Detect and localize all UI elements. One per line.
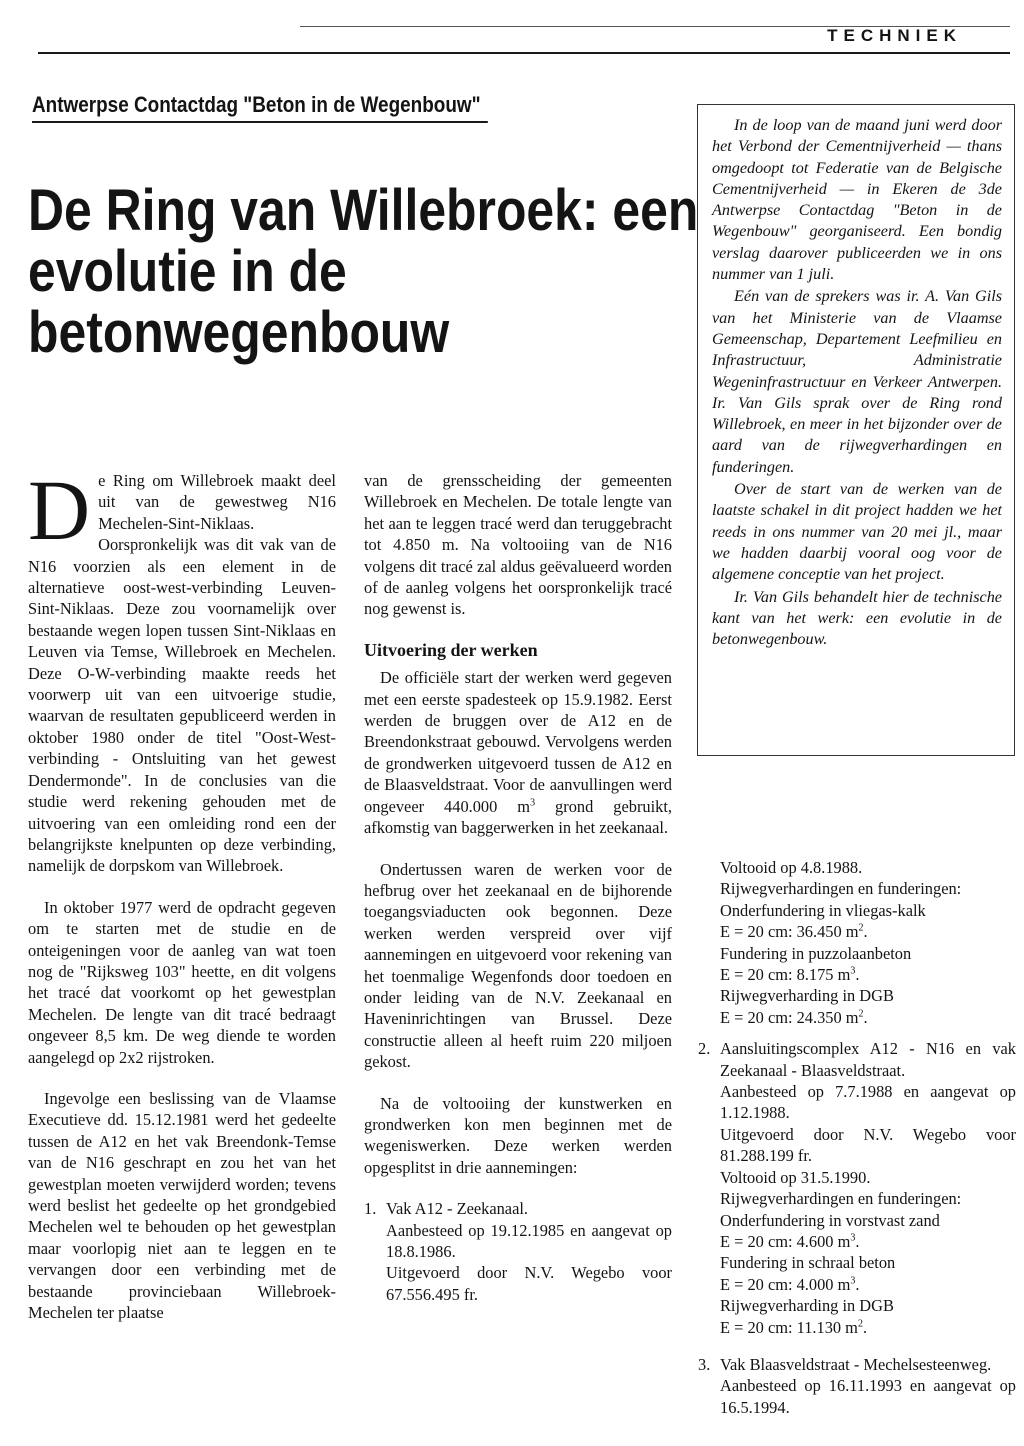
superscript: 3 xyxy=(530,797,536,809)
spec-label: Fundering in schraal beton xyxy=(720,1253,896,1273)
completion-date: Voltooid op 31.5.1990. xyxy=(720,1167,871,1187)
tender-date: Aanbesteed op 7.7.1988 en aangevat op 1.12.1988. xyxy=(720,1082,1016,1123)
headline-line-3: betonwegenbouw xyxy=(28,300,450,365)
spec-label: Fundering in puzzolaanbeton xyxy=(720,943,912,963)
headline xyxy=(28,178,699,365)
list-item-line: Aanbesteed op 19.12.1985 en aangevat op 18.8.1986. xyxy=(386,1220,672,1261)
intro-paragraph: In de loop van de maand juni werd door het Verbond der Cementnijverheid — thans omgedoopt tot Federatie van de Belgische Cementnijverheid — in Ekeren de 3de Antwerpse Contactdag "Beton in de Wegenbouw" georganiseerd. Een bondig verslag daarover publiceerden we in ons nummer van 1 juli. xyxy=(712,116,1002,284)
section-label: TECHNIEK xyxy=(827,26,962,45)
spec-label: Onderfundering in vorstvast zand xyxy=(720,1210,940,1230)
body-paragraph-7: Na de voltooiing der kunstwerken en grondwerken kon men beginnen met de wegeniswerken. Deze werken werden opgesplitst in drie aannemingen: xyxy=(364,1093,672,1177)
spec-value-text: E = 20 cm: 36.450 m xyxy=(720,922,859,942)
superscript: 2 xyxy=(857,1318,863,1330)
spec-label: Onderfundering in vliegas-kalk xyxy=(720,900,926,920)
spec-value: E = 20 cm: 11.130 $m^2$. xyxy=(720,1317,868,1337)
spec-value-text: E = 20 cm: 24.350 m xyxy=(720,1007,859,1027)
intro-box xyxy=(697,104,1015,756)
spec-value-text: E = 20 cm: 4.600 m xyxy=(720,1231,851,1251)
superscript: 3 xyxy=(850,965,856,977)
list-item-title: Vak A12 - Zeekanaal. xyxy=(386,1199,528,1219)
intro-paragraph: Over de start van de werken van de laatste schakel in dit project hadden we het reeds in ons nummer van 20 mei jl., maar we hadden daarbij vooral oog voor de algemene conceptie van het project. xyxy=(712,480,1002,584)
superscript: 2 xyxy=(858,1008,864,1020)
article-column-2 xyxy=(364,470,672,1311)
spec-heading: Rijwegverhardingen en funderingen: xyxy=(720,1189,962,1209)
subheading: Uitvoering der werken xyxy=(364,639,538,660)
list-item-title: Vak Blaasveldstraat - Mechelsesteenweg. xyxy=(720,1354,992,1374)
spec-value: E = 20 cm: 24.350 $m^2$. xyxy=(720,1007,868,1027)
article-column-1 xyxy=(28,462,336,1343)
superscript: 2 xyxy=(858,922,864,934)
spec-value-text: E = 20 cm: 11.130 m xyxy=(720,1317,858,1337)
body-text: e Ring om Willebroek maakt deel uit van de gewestweg N16 Mechelen-Sint-Niklaas. Oorspronkelijk was dit vak van de N16 voorzien als een element in de alternatieve oost-west-verbinding Leuven-Sint-Niklaas. Deze zou voornamelijk over bestaande wegen lopen tussen Sint-Niklaas en Leuven via Temse, Willebroek en Mechelen. Deze O-W-verbinding maakte reeds het voorwerp uit van een uitvoerige studie, waarvan de resultaten gepubliceerd werden in oktober 1980 onder de titel "Oost-West-verbinding - Ontsluiting van het gewest Dendermonde". In de conclusies van die studie werd rekening gehouden met de uitvoering van een omleiding rond een der belangrijkste knelpunten op deze verbinding, namelijk de dorpskom van Willebroek. xyxy=(28,471,336,876)
body-paragraph-6: Ondertussen waren de werken voor de hefbrug over het zeekanaal en de bijhorende toegangsviaducten ook begonnen. Deze werken werden verspreid over vijf aannemingen en uitgevoerd voor rekening van het toenmalige Wegenfonds door toedoen en onder leiding van de N.V. Zeekanaal en Haveninrichtingen van Brussel. Deze constructie alleen al heeft ruim 220 miljoen gekost. xyxy=(364,859,672,1072)
article-column-3 xyxy=(698,857,1016,1424)
body-paragraph-1 xyxy=(28,462,336,877)
body-paragraph-5 xyxy=(364,667,672,838)
list-number: 2. xyxy=(698,1039,711,1059)
spec-value: E = 20 cm: 4.000 $m^3$. xyxy=(720,1274,860,1294)
body-paragraph-3: Ingevolge een beslissing van de Vlaamse Executieve dd. 15.12.1981 werd het gedeelte tussen de A12 en het vak Breendonk-Temse van de N16 geschrapt en zou het van het gewestplan moeten verwijderd worden; tevens werd beslist het gedeelte op het grondgebied Mechelen wel te behouden op het gewestplan maar voorlopig niet aan te leggen en te vervangen door een verbinding met de bestaande provinciebaan Willebroek-Mechelen ter plaatse xyxy=(28,1088,336,1323)
spec-value-text: E = 20 cm: 8.175 m xyxy=(720,965,851,985)
list-item-line: Uitgevoerd door N.V. Wegebo voor 67.556.495 fr. xyxy=(386,1263,672,1304)
intro-paragraph: Ir. Van Gils behandelt hier de technische kant van het werk: een evolutie in de betonwegenbouw. xyxy=(712,587,1002,649)
top-rule xyxy=(38,52,1010,54)
headline-line-2: evolutie in de xyxy=(28,239,347,304)
list-item-1 xyxy=(364,1198,672,1305)
body-text: grond gebruikt, afkomstig van baggerwerken in het zeekanaal. xyxy=(364,796,672,838)
drop-cap: D xyxy=(28,462,91,558)
list-item-title: Aansluitingscomplex A12 - N16 en vak Zeekanaal - Blaasveldstraat. xyxy=(720,1039,1016,1080)
spec-label: Rijwegverharding in DGB xyxy=(720,986,894,1006)
list-item-1-continued xyxy=(698,857,1016,1028)
spec-label: Rijwegverharding in DGB xyxy=(720,1296,894,1316)
spec-heading: Rijwegverhardingen en funderingen: xyxy=(720,879,962,899)
headline-line-1: De Ring van Willebroek: een xyxy=(28,178,699,243)
tender-date: Aanbesteed op 16.11.1993 en aangevat op 16.5.1994. xyxy=(720,1376,1016,1417)
body-paragraph-2: In oktober 1977 werd de opdracht gegeven om te starten met de studie en de onteigeningen voor de aanleg van wat toen nog de "Rijksweg 103" heette, en dit volgens het tracé dat voorkomt op het gewestplan Mechelen. De lengte van dit tracé bedraagt ongeveer 8,5 km. De weg diende te worden aangelegd op 2x2 rijstroken. xyxy=(28,897,336,1067)
list-item-2 xyxy=(698,1038,1016,1338)
list-number: 3. xyxy=(698,1354,711,1374)
superscript: 3 xyxy=(850,1275,856,1287)
spec-value: E = 20 cm: 4.600 $m^3$. xyxy=(720,1231,860,1251)
body-paragraph-4: van de grensscheiding der gemeenten Willebroek en Mechelen. De totale lengte van het aan te leggen tracé werd dan teruggebracht tot 4.850 m. Na voltooiing van de N16 volgens dit tracé zal aldus geëvalueerd worden of de aanleg volgens het oorspronkelijk tracé nog gewenst is. xyxy=(364,471,672,619)
contractor: Uitgevoerd door N.V. Wegebo voor 81.288.199 fr. xyxy=(720,1124,1016,1166)
kicker-title: Antwerpse Contactdag "Beton in de Wegenbouw" xyxy=(32,92,488,123)
spec-value: E = 20 cm: 36.450 $m^2$. xyxy=(720,922,868,942)
spec-value-text: E = 20 cm: 4.000 m xyxy=(720,1274,851,1294)
list-item-3 xyxy=(698,1354,1016,1418)
completion-date: Voltooid op 4.8.1988. xyxy=(720,858,863,877)
intro-paragraph: Eén van de sprekers was ir. A. Van Gils van het Ministerie van de Vlaamse Gemeenschap, Departement Leefmilieu en Infrastructuur, Administratie Wegeninfrastructuur en Verkeer Antwerpen. Ir. Van Gils sprak over de Ring rond Willebroek, en meer in het bijzonder over de aard van de rijwegverhardingen en funderingen. xyxy=(712,287,1002,476)
list-number: 1. xyxy=(364,1199,377,1219)
body-text: De officiële start der werken werd gegeven met een eerste spadesteek op 15.9.1982. Eerst werden de bruggen over de A12 en de Breendonkstraat gebouwd. Vervolgens werden de grondwerken uitgevoerd tussen de A12 en de Blaasveldstraat. Voor de aanvullingen werd ongeveer 440.000 m xyxy=(364,668,672,816)
spec-value: E = 20 cm: 8.175 $m^3$. xyxy=(720,965,860,985)
superscript: 3 xyxy=(850,1232,856,1244)
